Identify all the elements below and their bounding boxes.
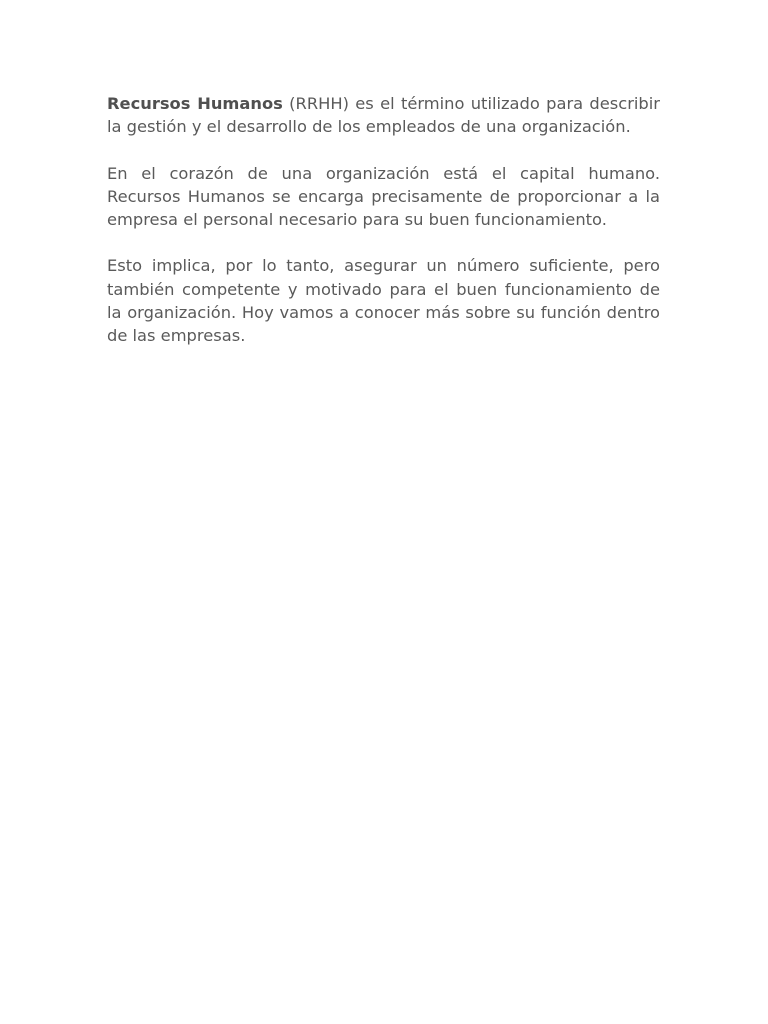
paragraph-intro-text: (RRHH) es el término utilizado para describir la gestión y el desarrollo de los empleados de una organización. bbox=[107, 94, 660, 137]
paragraph-capital-humano: En el corazón de una organización está el capital humano. Recursos Humanos se encarga precisamente de proporcionar a la empresa el personal necesario para su buen funcionamiento. bbox=[107, 163, 660, 229]
paragraph-intro bbox=[107, 92, 660, 138]
document-page bbox=[107, 92, 660, 370]
bold-term: Recursos Humanos bbox=[107, 94, 283, 113]
paragraph-funcion: Esto implica, por lo tanto, asegurar un número suficiente, pero también competente y motivado para el buen funcionamiento de la organización. Hoy vamos a conocer más sobre su función dentro de las empresas. bbox=[107, 256, 660, 345]
